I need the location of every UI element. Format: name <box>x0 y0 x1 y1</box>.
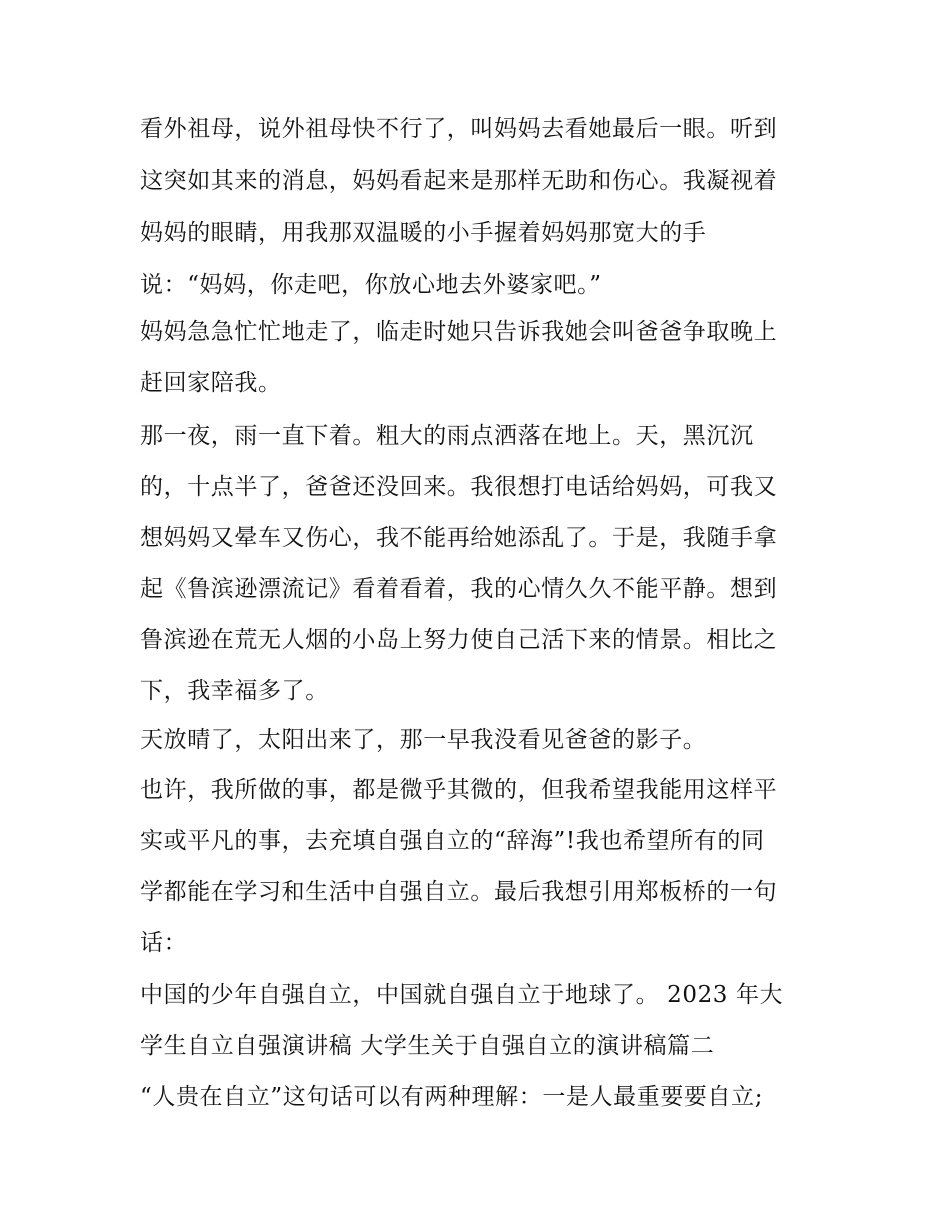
text-line: 话： <box>140 930 188 956</box>
text-line: 想妈妈又晕车又伤心，我不能再给她添乱了。于是，我随手拿 <box>140 525 778 551</box>
text-line: 也许，我所做的事，都是微乎其微的，但我希望我能用这样平 <box>140 777 778 803</box>
text-line: “人贵在自立”这句话可以有两种理解：一是人最重要要自立; <box>140 1084 764 1110</box>
text-line: 下，我幸福多了。 <box>140 678 329 704</box>
text-line: 这突如其来的消息，妈妈看起来是那样无助和伤心。我凝视着 <box>140 168 778 194</box>
text-line: 天放晴了，太阳出来了，那一早我没看见爸爸的影子。 <box>140 727 707 753</box>
text-line: 鲁滨逊在荒无人烟的小岛上努力使自己活下来的情景。相比之 <box>140 627 778 653</box>
text-line: 妈妈急急忙忙地走了，临走时她只告诉我她会叫爸爸争取晚上 <box>140 319 778 345</box>
text-line: 学生自立自强演讲稿 大学生关于自强自立的演讲稿篇二 <box>140 1033 715 1059</box>
text-line: 的，十点半了，爸爸还没回来。我很想打电话给妈妈，可我又 <box>140 474 778 500</box>
text-line: 说：“妈妈，你走吧，你放心地去外婆家吧。” <box>140 272 602 298</box>
text-line: 实或平凡的事，去充填自强自立的“辞海”!我也希望所有的同 <box>140 828 765 854</box>
text-line: 那一夜，雨一直下着。粗大的雨点洒落在地上。天，黑沉沉 <box>140 423 754 449</box>
text-line: 赶回家陪我。 <box>140 370 282 396</box>
text-line: 妈妈的眼睛，用我那双温暖的小手握着妈妈那宽大的手 <box>140 220 707 246</box>
text-line: 看外祖母，说外祖母快不行了，叫妈妈去看她最后一眼。听到 <box>140 116 778 142</box>
text-line: 起《鲁滨逊漂流记》看着看着，我的心情久久不能平静。想到 <box>140 576 778 602</box>
text-line: 中国的少年自强自立，中国就自强自立于地球了。 2023 年大 <box>140 982 784 1008</box>
text-line: 学都能在学习和生活中自强自立。最后我想引用郑板桥的一句 <box>140 879 778 905</box>
